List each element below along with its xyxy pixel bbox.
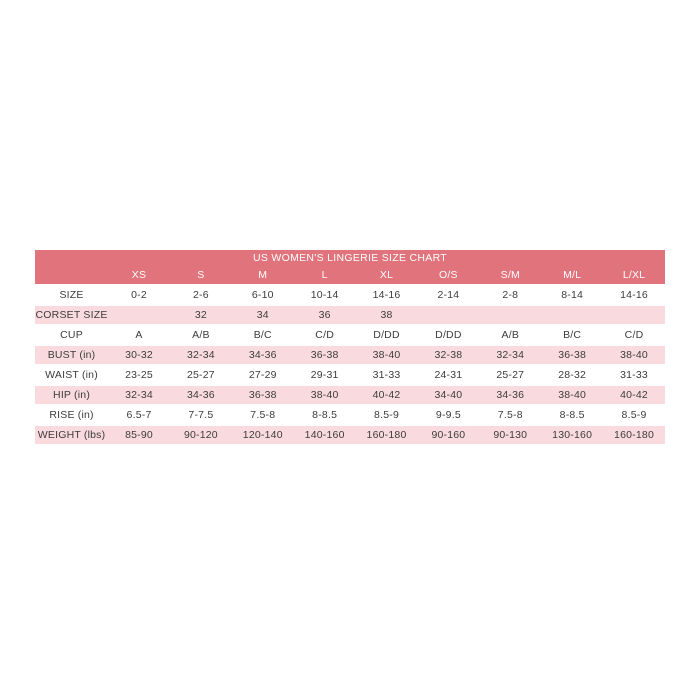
table-cell: D/DD xyxy=(373,329,400,341)
table-cell: 25-27 xyxy=(186,369,215,381)
table-cell: 29-31 xyxy=(310,369,339,381)
table-cell xyxy=(603,306,665,324)
table-cell: 2-8 xyxy=(502,289,519,301)
column-header: L xyxy=(321,269,328,281)
table-cell: 8.5-9 xyxy=(621,409,647,421)
table-cell: 0-2 xyxy=(131,289,147,301)
table-body xyxy=(35,286,665,444)
row-label: WEIGHT (lbs) xyxy=(37,429,106,441)
table-cell: 31-33 xyxy=(620,369,648,381)
column-header: S/M xyxy=(500,269,520,281)
table-cell: 36 xyxy=(318,309,331,321)
table-cell: A xyxy=(135,329,143,341)
table-cell: 6-10 xyxy=(251,289,274,301)
table-row xyxy=(35,386,665,404)
row-label: BUST (in) xyxy=(47,349,96,361)
table-cell: 90-130 xyxy=(493,429,528,441)
table-cell: B/C xyxy=(563,329,582,341)
table-cell: 140-160 xyxy=(304,429,345,441)
table-cell: 30-32 xyxy=(125,349,153,361)
table-row xyxy=(35,426,665,444)
table-cell: 8-14 xyxy=(561,289,584,301)
column-header: S xyxy=(197,269,205,281)
column-header-label-spacer xyxy=(35,266,108,284)
table-cell: 28-32 xyxy=(558,369,587,381)
table-row xyxy=(35,326,665,344)
row-label: RISE (in) xyxy=(49,409,94,421)
table-row xyxy=(35,366,665,384)
table-cell: 32-34 xyxy=(496,349,525,361)
table-row xyxy=(35,346,665,364)
table-cell: 8-8.5 xyxy=(312,409,338,421)
table-cell: 34-40 xyxy=(434,389,463,401)
table-cell xyxy=(108,306,170,324)
row-label: HIP (in) xyxy=(53,389,91,401)
table-cell: C/D xyxy=(315,329,334,341)
table-cell: 34 xyxy=(256,309,269,321)
table-cell: 14-16 xyxy=(372,289,401,301)
table-cell: 8-8.5 xyxy=(559,409,585,421)
table-cell: 90-160 xyxy=(431,429,466,441)
table-cell: 120-140 xyxy=(242,429,283,441)
table-cell: 2-14 xyxy=(437,289,460,301)
column-header: M xyxy=(258,269,268,281)
table-cell: 7.5-8 xyxy=(497,409,523,421)
table-cell: 32-38 xyxy=(434,349,463,361)
table-cell: 32 xyxy=(194,309,207,321)
table-cell: 7-7.5 xyxy=(188,409,214,421)
table-cell: 40-42 xyxy=(372,389,401,401)
column-header-row xyxy=(35,266,665,284)
row-label: SIZE xyxy=(59,289,84,301)
table-cell xyxy=(479,306,541,324)
table-cell: 8.5-9 xyxy=(374,409,399,421)
table-cell: 23-25 xyxy=(125,369,153,381)
table-cell: D/DD xyxy=(435,329,462,341)
row-label: CUP xyxy=(60,329,83,341)
column-header: O/S xyxy=(439,269,458,281)
table-cell: 6.5-7 xyxy=(126,409,152,421)
table-cell: 10-14 xyxy=(310,289,339,301)
chart-title: US WOMEN'S LINGERIE SIZE CHART xyxy=(252,252,447,264)
column-header: XS xyxy=(131,269,147,281)
table-cell: 9-9.5 xyxy=(435,409,461,421)
column-header: L/XL xyxy=(622,269,646,281)
table-cell: 36-38 xyxy=(310,349,339,361)
table-cell: A/B xyxy=(192,329,210,341)
table-cell: 32-34 xyxy=(125,389,153,401)
table-cell: 130-160 xyxy=(552,429,593,441)
table-cell: 38-40 xyxy=(310,389,339,401)
table-cell: 34-36 xyxy=(496,389,525,401)
row-label: CORSET SIZE xyxy=(35,309,108,321)
table-cell xyxy=(541,306,603,324)
row-label: WAIST (in) xyxy=(45,369,98,381)
table-cell: 38 xyxy=(380,309,393,321)
table-header-block xyxy=(35,250,665,284)
size-chart-table xyxy=(35,250,665,444)
column-header: M/L xyxy=(563,269,582,281)
table-cell: 25-27 xyxy=(496,369,525,381)
table-cell: 38-40 xyxy=(620,349,648,361)
table-cell: 27-29 xyxy=(248,369,277,381)
table-cell: 2-6 xyxy=(193,289,209,301)
table-cell: 38-40 xyxy=(558,389,587,401)
table-cell: 24-31 xyxy=(434,369,463,381)
table-cell: 34-36 xyxy=(248,349,277,361)
table-cell: 31-33 xyxy=(372,369,401,381)
table-cell: 160-180 xyxy=(614,429,654,441)
table-row xyxy=(35,306,665,324)
table-cell: 90-120 xyxy=(183,429,218,441)
table-cell: 40-42 xyxy=(620,389,648,401)
table-cell: 38-40 xyxy=(372,349,401,361)
table-cell: 85-90 xyxy=(125,429,153,441)
table-row xyxy=(35,286,665,304)
table-cell: 34-36 xyxy=(186,389,215,401)
table-cell: 36-38 xyxy=(248,389,277,401)
table-cell: 14-16 xyxy=(620,289,648,301)
column-header: XL xyxy=(379,269,394,281)
table-cell: A/B xyxy=(501,329,520,341)
table-cell: 7.5-8 xyxy=(250,409,276,421)
table-cell xyxy=(417,306,479,324)
table-cell: 32-34 xyxy=(186,349,215,361)
table-row xyxy=(35,406,665,424)
table-cell: 36-38 xyxy=(558,349,587,361)
table-cell: C/D xyxy=(624,329,644,341)
table-cell: 160-180 xyxy=(366,429,407,441)
table-cell: B/C xyxy=(253,329,272,341)
